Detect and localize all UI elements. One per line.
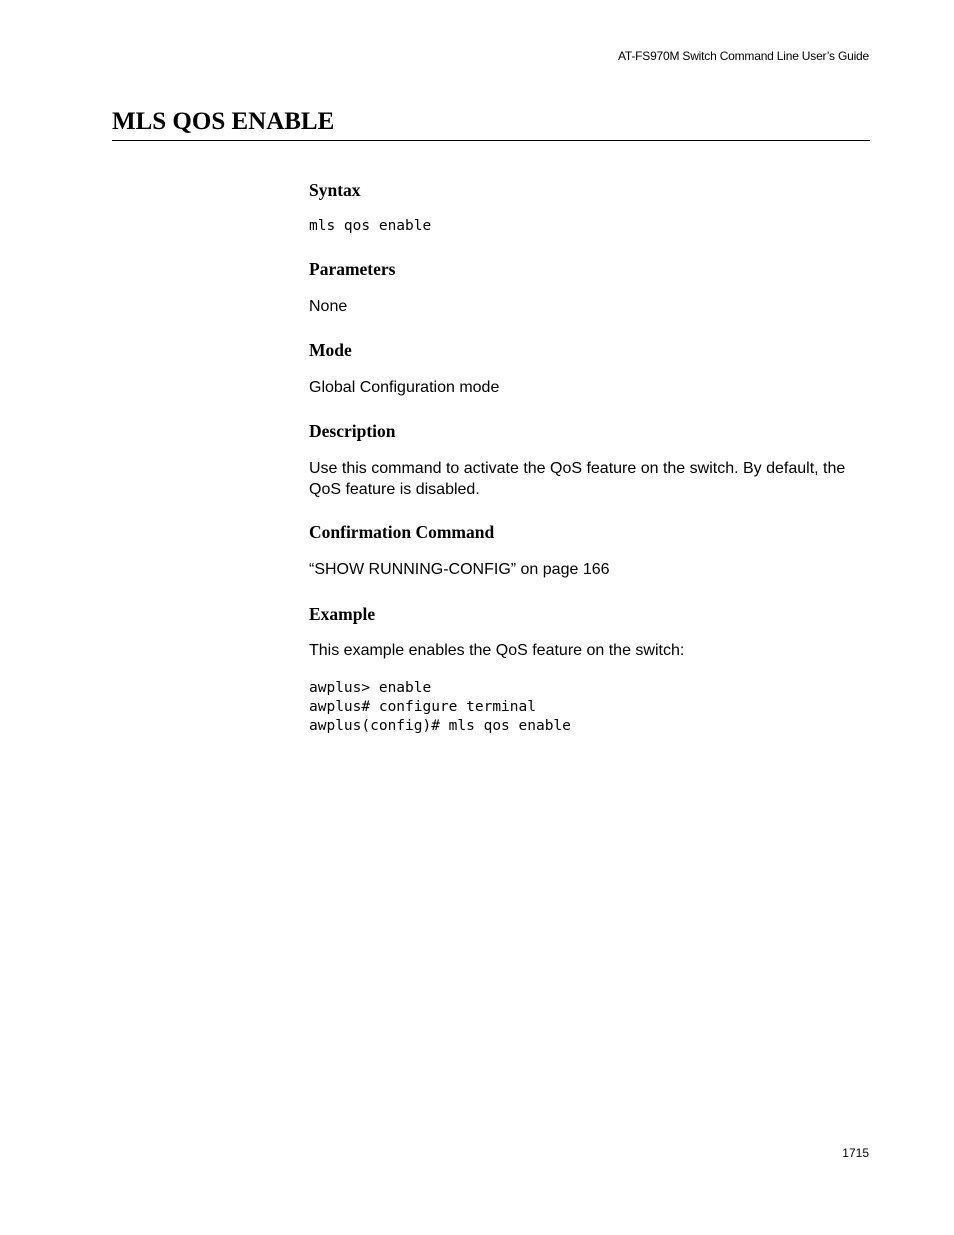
page-number: 1715 — [842, 1146, 869, 1160]
running-header: AT-FS970M Switch Command Line User’s Guide — [617, 49, 869, 63]
example-text: This example enables the QoS feature on the switch: — [309, 642, 685, 659]
title-divider — [112, 140, 870, 141]
description-text: Use this command to activate the QoS feature on the switch. By default, the QoS feature is disabled. — [309, 460, 846, 498]
description-heading: Description — [309, 421, 396, 441]
confirmation-command-link[interactable]: “SHOW RUNNING-CONFIG” on page 166 — [309, 561, 610, 578]
syntax-heading: Syntax — [309, 180, 361, 200]
example-heading: Example — [309, 604, 376, 624]
example-code-line: awplus> enable — [309, 680, 432, 696]
example-code-line: awplus(config)# mls qos enable — [309, 718, 571, 734]
mode-text: Global Configuration mode — [309, 379, 500, 396]
mode-heading: Mode — [309, 340, 352, 360]
parameters-text: None — [309, 298, 348, 315]
confirmation-command-heading: Confirmation Command — [309, 522, 495, 542]
example-code-line: awplus# configure terminal — [309, 699, 536, 715]
syntax-code: mls qos enable — [309, 218, 432, 234]
parameters-heading: Parameters — [309, 259, 396, 279]
page-title: MLS QOS ENABLE — [112, 108, 335, 135]
